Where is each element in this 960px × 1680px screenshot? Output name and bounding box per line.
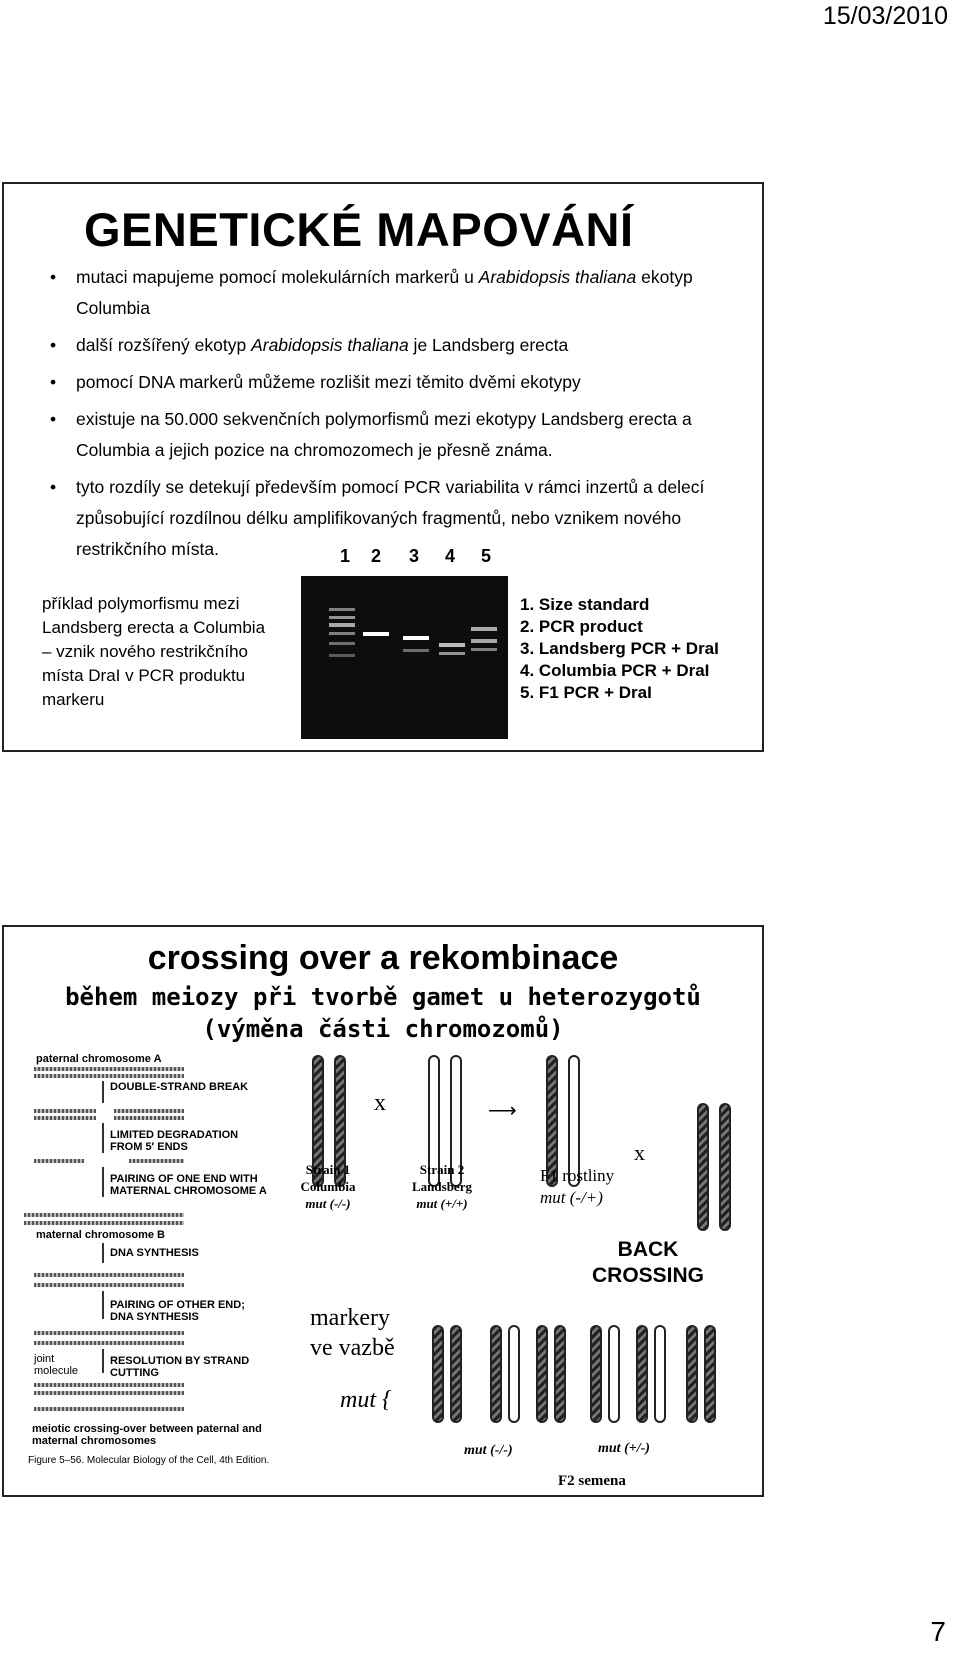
- chromosome: [636, 1325, 648, 1423]
- slide-title: crossing over a rekombinace: [147, 939, 619, 977]
- chromosome: [590, 1325, 602, 1423]
- figure-credit: Figure 5–56. Molecular Biology of the Cell, 4th Edition.: [28, 1455, 270, 1466]
- chromosome: [686, 1325, 698, 1423]
- f1-label: F1 rostliny mut (-/+): [540, 1166, 615, 1207]
- figure-label: maternal chromosome B: [36, 1229, 165, 1241]
- strain2-label: Strain 2 Landsberg mut (+/+): [412, 1162, 472, 1211]
- cross-symbol: x: [374, 1090, 386, 1116]
- f2-label: F2 semena: [558, 1473, 626, 1489]
- gel-image: [301, 576, 508, 739]
- figure-label: meiotic crossing-over between paternal and maternal chromosomes: [32, 1423, 262, 1447]
- genotype-label: mut (+/-): [598, 1441, 650, 1456]
- bullet-item: • existuje na 50.000 sekvenčních polymorfismů mezi ekotypy Landsberg erecta a Columbia a jejich pozice na chromozomech je přesně známa.: [50, 404, 750, 466]
- lane-number: 4: [445, 546, 456, 566]
- chromosome: [490, 1325, 502, 1423]
- figure-label: RESOLUTION BY STRAND CUTTING: [110, 1355, 250, 1379]
- figure-label: joint molecule: [34, 1353, 79, 1377]
- chromosome: [654, 1325, 666, 1423]
- lane-number: 2: [371, 546, 382, 566]
- bullet-item: • tyto rozdíly se detekují především pomocí PCR variabilita v rámci inzertů a delecí způsobující rozdílnou délku amplifikovaných fragmentů, nebo vznikem nového restrikčního místa.: [50, 472, 750, 565]
- arrow-right-icon: ⟶: [488, 1100, 517, 1122]
- strain1-label: Strain 1 Columbia mut (-/-): [300, 1162, 356, 1211]
- legend-item: 4. Columbia PCR + DraI: [520, 661, 710, 680]
- lane-number: 5: [481, 546, 492, 566]
- lane-number: 1: [340, 546, 351, 566]
- bullet-list: [50, 262, 750, 571]
- gel-bands: [301, 576, 508, 739]
- genotype-label: mut (-/-): [464, 1443, 513, 1458]
- figure-label: LIMITED DEGRADATION FROM 5′ ENDS: [110, 1129, 239, 1153]
- backcross-label: BACK CROSSING: [591, 1238, 704, 1287]
- slide-title: GENETICKÉ MAPOVÁNÍ: [84, 203, 634, 256]
- header-date: 15/03/2010: [822, 2, 948, 30]
- chromosome: [719, 1103, 731, 1231]
- lane-number: 3: [409, 546, 420, 566]
- chromosome: [432, 1325, 444, 1423]
- chromosome: [508, 1325, 520, 1423]
- chromosome: [697, 1103, 709, 1231]
- markers-label: markery ve vazbě: [310, 1305, 395, 1361]
- slide-subtitle: během meiozy při tvorbě gamet u heterozygotů (výměna části chromozomů): [65, 983, 701, 1043]
- legend-item: 3. Landsberg PCR + DraI: [520, 639, 719, 658]
- gel-caption: příklad polymorfismu mezi Landsberg erecta a Columbia – vznik nového restrikčního místa DraI v PCR produktu markeru: [42, 594, 266, 709]
- mut-label: mut {: [340, 1387, 392, 1413]
- slide-genetic-mapping: [2, 182, 764, 752]
- bullet-item: • mutaci mapujeme pomocí molekulárních markerů u Arabidopsis thaliana ekotyp Columbia: [50, 262, 750, 324]
- slide-crossing-over: [2, 925, 764, 1497]
- recombination-figure: [24, 1051, 276, 1471]
- figure-label: paternal chromosome A: [36, 1053, 162, 1065]
- legend-item: 5. F1 PCR + DraI: [520, 683, 652, 702]
- bullet-item: • pomocí DNA markerů můžeme rozlišit mezi těmito dvěmi ekotypy: [50, 367, 750, 398]
- chromosome: [450, 1325, 462, 1423]
- figure-label: DNA SYNTHESIS: [110, 1247, 199, 1259]
- bullet-item: • další rozšířený ekotyp Arabidopsis thaliana je Landsberg erecta: [50, 330, 750, 361]
- page-number: 7: [930, 1616, 946, 1647]
- chromosome: [704, 1325, 716, 1423]
- figure-label: PAIRING OF ONE END WITH MATERNAL CHROMOSOME A: [110, 1173, 267, 1197]
- chromosome: [554, 1325, 566, 1423]
- chromosome: [536, 1325, 548, 1423]
- legend-item: 2. PCR product: [520, 617, 643, 636]
- legend-item: 1. Size standard: [520, 595, 650, 614]
- gel-legend: [520, 594, 719, 704]
- figure-label: DOUBLE-STRAND BREAK: [110, 1081, 249, 1093]
- chromosome: [608, 1325, 620, 1423]
- figure-label: PAIRING OF OTHER END; DNA SYNTHESIS: [110, 1299, 245, 1323]
- cross-symbol: x: [634, 1140, 645, 1165]
